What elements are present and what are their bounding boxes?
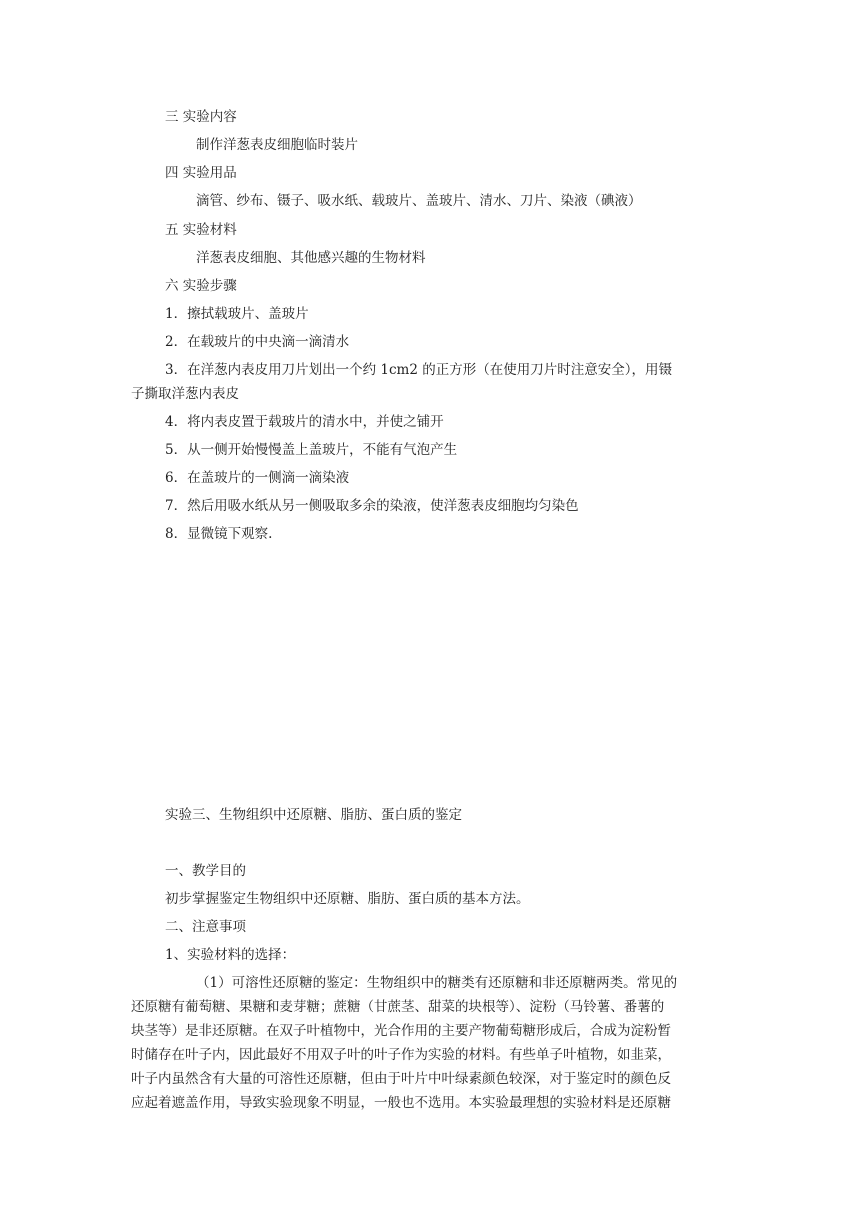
para-line-5: 叶子内虽然含有大量的可溶性还原糖，但由于叶片中叶绿素颜色较深，对于鉴定时的颜色反 [131,1071,671,1087]
section-3-body: 制作洋葱表皮细胞临时装片 [196,137,358,153]
step-1: 1．擦拭载玻片、盖玻片 [165,306,309,322]
para-line-2: 还原糖有葡萄糖、果糖和麦芽糖；蔗糖（甘蔗茎、甜菜的块根等）、淀粉（马铃薯、番薯的 [131,999,665,1015]
section-5-body: 洋葱表皮细胞、其他感兴趣的生物材料 [196,250,426,266]
para-line-6: 应起着遮盖作用，导致实验现象不明显，一般也不选用。本实验最理想的实验材料是还原糖 [131,1095,671,1111]
step-3-continued: 子撕取洋葱内表皮 [131,386,239,402]
section-4-body: 滴管、纱布、镊子、吸水纸、载玻片、盖玻片、清水、刀片、染液（碘液） [196,193,642,209]
step-2: 2．在载玻片的中央滴一滴清水 [165,334,350,350]
section-6-title: 六 实验步骤 [165,278,237,294]
section-5-title: 五 实验材料 [165,222,237,238]
para-line-4: 时储存在叶子内，因此最好不用双子叶的叶子作为实验的材料。有些单子叶植物，如韭菜， [131,1047,671,1063]
step-6: 6．在盖玻片的一侧滴一滴染液 [165,470,350,486]
material-heading: 1、实验材料的选择： [165,947,296,963]
step-5: 5．从一侧开始慢慢盖上盖玻片，不能有气泡产生 [165,442,458,458]
step-3: 3．在洋葱内表皮用刀片划出一个约 1cm2 的正方形（在使用刀片时注意安全），用镊 [165,362,672,378]
section-3-title: 三 实验内容 [165,109,237,125]
step-4: 4．将内表皮置于载玻片的清水中，并使之铺开 [165,414,444,430]
step-7: 7．然后用吸水纸从另一侧吸取多余的染液，使洋葱表皮细胞均匀染色 [165,498,579,514]
notes-heading: 二、注意事项 [165,919,246,935]
para-line-1: （1）可溶性还原糖的鉴定：生物组织中的糖类有还原糖和非还原糖两类。常见的 [196,975,678,991]
goal-heading: 一、教学目的 [165,863,246,879]
experiment-title: 实验三、生物组织中还原糖、脂肪、蛋白质的鉴定 [165,807,462,823]
goal-body: 初步掌握鉴定生物组织中还原糖、脂肪、蛋白质的基本方法。 [165,891,530,907]
para-line-3: 块茎等）是非还原糖。在双子叶植物中，光合作用的主要产物葡萄糖形成后，合成为淀粉暂 [131,1023,671,1039]
section-4-title: 四 实验用品 [165,165,237,181]
step-8: 8．显微镜下观察. [165,526,273,542]
